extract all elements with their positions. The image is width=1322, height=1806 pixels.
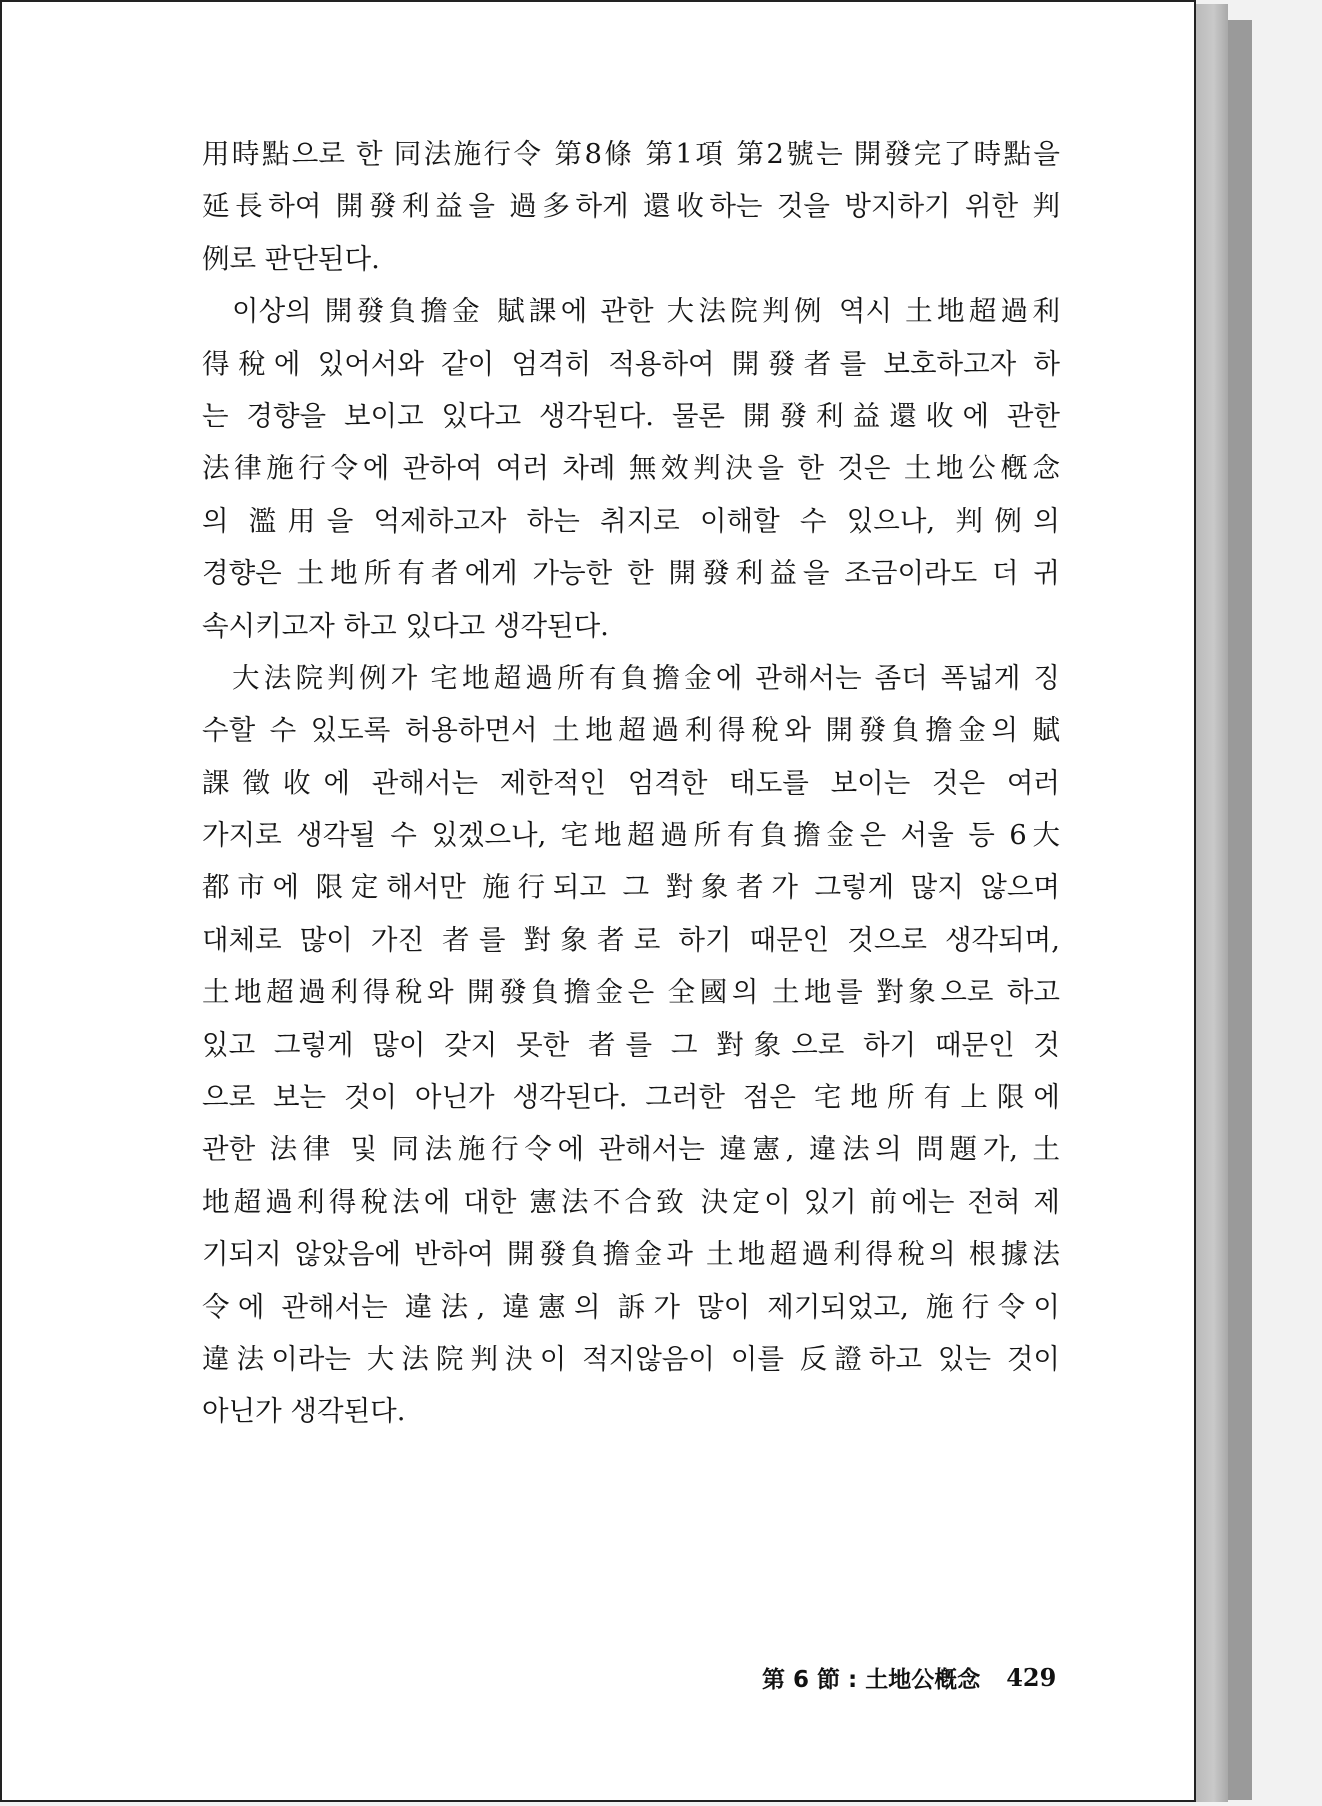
- text-line: 得稅에 있어서와 같이 엄격히 적용하여 開發者를 보호하고자 하: [202, 347, 1060, 380]
- body-text: [202, 128, 1060, 1438]
- text-line: 이상의 開發負擔金 賦課에 관한 大法院判例 역시 土地超過利: [232, 295, 1060, 328]
- text-line: 의 濫用을 억제하고자 하는 취지로 이해할 수 있으나, 判例의: [202, 504, 1060, 537]
- text-line: 違法이라는 大法院判決이 적지않음이 이를 反證하고 있는 것이: [202, 1342, 1060, 1375]
- text-line: 法律施行令에 관하여 여러 차례 無效判決을 한 것은 土地公槪念: [202, 452, 1060, 485]
- text-line: 수할 수 있도록 허용하면서 土地超過利得稅와 開發負擔金의 賦: [202, 714, 1060, 747]
- text-line: 地超過利得稅法에 대한 憲法不合致 決定이 있기 前에는 전혀 제: [202, 1185, 1060, 1218]
- text-line: 例로 판단된다.: [202, 242, 380, 275]
- text-line: 大法院判例가 宅地超過所有負擔金에 관해서는 좀더 폭넓게 징: [232, 661, 1060, 694]
- text-line: 는 경향을 보이고 있다고 생각된다. 물론 開發利益還收에 관한: [202, 399, 1060, 432]
- running-head: 第 6 節 : 土地公槪念: [762, 1666, 981, 1693]
- text-line: 課徵收에 관해서는 제한적인 엄격한 태도를 보이는 것은 여러: [202, 766, 1060, 799]
- text-line: 都市에 限定해서만 施行되고 그 對象者가 그렇게 많지 않으며: [202, 871, 1060, 904]
- text-line: 속시키고자 하고 있다고 생각된다.: [202, 609, 609, 642]
- text-line: 대체로 많이 가진 者를 對象者로 하기 때문인 것으로 생각되며,: [202, 923, 1060, 956]
- text-line: 관한 法律 및 同法施行令에 관해서는 違憲, 違法의 問題가, 土: [202, 1133, 1060, 1166]
- text-line: 아닌가 생각된다.: [202, 1395, 406, 1428]
- text-line: 으로 보는 것이 아닌가 생각된다. 그러한 점은 宅地所有上限에: [202, 1081, 1060, 1114]
- text-line: 경향은 土地所有者에게 가능한 한 開發利益을 조금이라도 더 귀: [202, 557, 1060, 590]
- text-line: 있고 그렇게 많이 갖지 못한 者를 그 對象으로 하기 때문인 것: [202, 1028, 1060, 1061]
- text-line: 延長하여 開發利益을 過多하게 還收하는 것을 방지하기 위한 判: [202, 190, 1060, 223]
- text-line: 기되지 않았음에 반하여 開發負擔金과 土地超過利得稅의 根據法: [202, 1238, 1060, 1271]
- text-line: 用時點으로 한 同法施行令 第8條 第1項 第2號는 開發完了時點을: [202, 138, 1060, 170]
- text-line: 土地超過利得稅와 開發負擔金은 全國의 土地를 對象으로 하고: [202, 976, 1060, 1009]
- text-line: 令에 관해서는 違法, 違憲의 訴가 많이 제기되었고, 施行令이: [202, 1290, 1060, 1323]
- page-footer: [762, 1652, 1062, 1702]
- page-number: 429: [1006, 1662, 1057, 1692]
- page-edge: [1192, 4, 1228, 1802]
- text-line: 가지로 생각될 수 있겠으나, 宅地超過所有負擔金은 서울 등 6大: [202, 819, 1060, 852]
